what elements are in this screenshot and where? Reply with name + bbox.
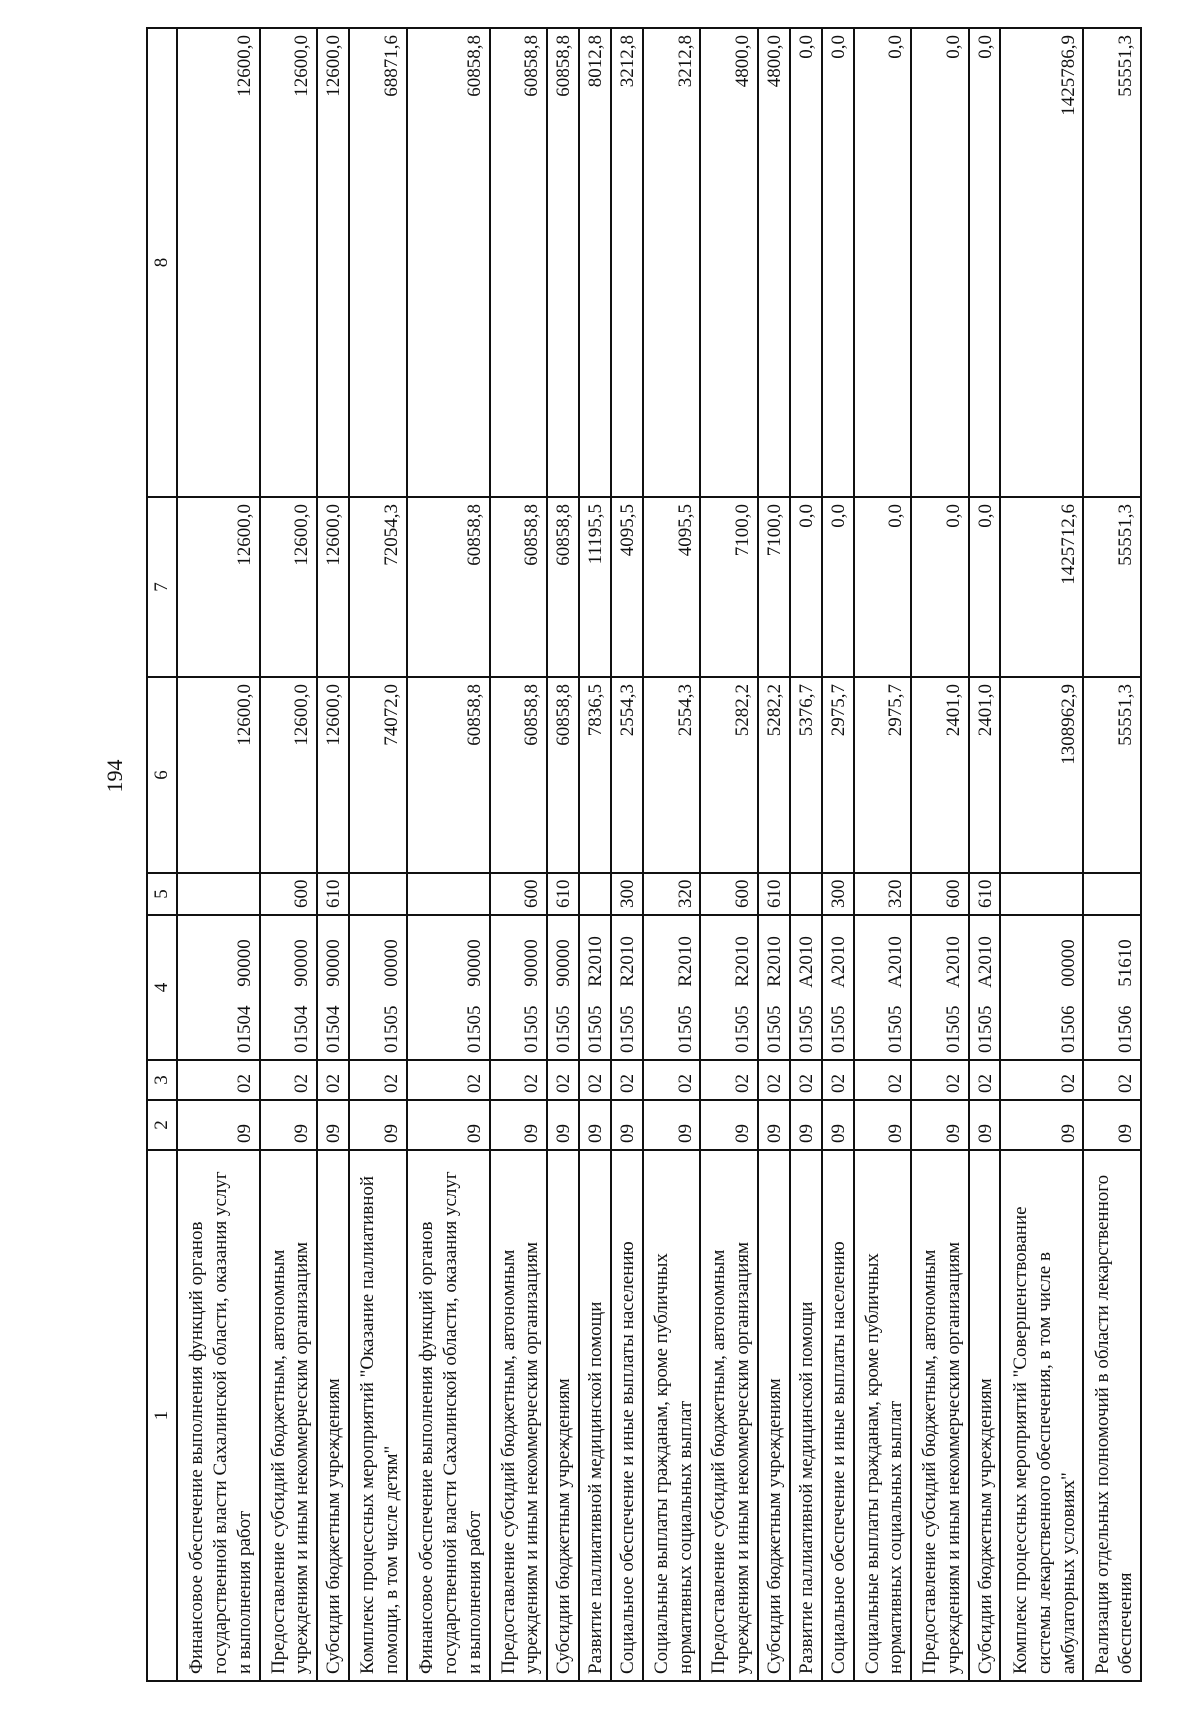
amount-col-7: 4095,5 xyxy=(643,497,700,677)
amount-col-6: 2975,7 xyxy=(854,677,911,873)
row-name: Комплекс процессных мероприятий "Совершенствование системы лекарственного обеспечения, в том числе в амбулаторных условиях" xyxy=(1000,1150,1083,1681)
subsection-code: 02 xyxy=(822,1060,854,1100)
amount-col-6: 2554,3 xyxy=(643,677,700,873)
page-number: 194 xyxy=(102,759,127,793)
amount-col-6: 12600,0 xyxy=(260,677,317,873)
amount-col-8: 60858,8 xyxy=(407,28,490,497)
expense-type-code: 600 xyxy=(490,873,547,915)
amount-col-6: 12600,0 xyxy=(177,677,260,873)
amount-col-6: 60858,8 xyxy=(547,677,579,873)
subsection-code: 02 xyxy=(317,1060,349,1100)
expense-type-code: 600 xyxy=(700,873,757,915)
column-header: 2 xyxy=(147,1100,177,1150)
subsection-code: 02 xyxy=(758,1060,790,1100)
column-header: 4 xyxy=(147,915,177,1060)
section-code: 09 xyxy=(490,1100,547,1150)
amount-col-6: 12600,0 xyxy=(317,677,349,873)
amount-col-8: 0,0 xyxy=(969,28,1001,497)
table-row xyxy=(260,28,317,1681)
table-body xyxy=(147,28,1141,1681)
table-row xyxy=(611,28,643,1681)
amount-col-8: 68871,6 xyxy=(349,28,406,497)
expense-type-code xyxy=(349,873,406,915)
column-header: 5 xyxy=(147,873,177,915)
target-article-code: 01505 A2010 xyxy=(911,915,968,1060)
amount-col-6: 7836,5 xyxy=(579,677,611,873)
target-article-code: 01505 R2010 xyxy=(758,915,790,1060)
amount-col-8: 0,0 xyxy=(854,28,911,497)
row-name: Социальные выплаты гражданам, кроме публичных нормативных социальных выплат xyxy=(643,1150,700,1681)
expense-type-code: 610 xyxy=(547,873,579,915)
amount-col-8: 0,0 xyxy=(911,28,968,497)
target-article-code: 01505 R2010 xyxy=(611,915,643,1060)
target-article-code: 01505 00000 xyxy=(349,915,406,1060)
target-article-code: 01505 A2010 xyxy=(969,915,1001,1060)
amount-col-8: 8012,8 xyxy=(579,28,611,497)
amount-col-8: 12600,0 xyxy=(177,28,260,497)
amount-col-8: 12600,0 xyxy=(260,28,317,497)
table-row xyxy=(490,28,547,1681)
amount-col-7: 0,0 xyxy=(969,497,1001,677)
row-name: Субсидии бюджетным учреждениям xyxy=(547,1150,579,1681)
amount-col-7: 60858,8 xyxy=(547,497,579,677)
subsection-code: 02 xyxy=(1083,1060,1141,1100)
row-name: Предоставление субсидий бюджетным, автономным учреждениям и иным некоммерческим организациям xyxy=(911,1150,968,1681)
section-code: 09 xyxy=(758,1100,790,1150)
amount-col-6: 1308962,9 xyxy=(1000,677,1083,873)
amount-col-6: 60858,8 xyxy=(407,677,490,873)
subsection-code: 02 xyxy=(700,1060,757,1100)
column-header: 3 xyxy=(147,1060,177,1100)
target-article-code: 01505 A2010 xyxy=(822,915,854,1060)
section-code: 09 xyxy=(407,1100,490,1150)
table-row xyxy=(349,28,406,1681)
amount-col-8: 12600,0 xyxy=(317,28,349,497)
amount-col-7: 4095,5 xyxy=(611,497,643,677)
table-row xyxy=(407,28,490,1681)
row-name: Финансовое обеспечение выполнения функций органов государственной власти Сахалинской области, оказания услуг и выполнения работ xyxy=(407,1150,490,1681)
target-article-code: 01505 A2010 xyxy=(854,915,911,1060)
amount-col-6: 74072,0 xyxy=(349,677,406,873)
amount-col-8: 1425786,9 xyxy=(1000,28,1083,497)
section-code: 09 xyxy=(611,1100,643,1150)
subsection-code: 02 xyxy=(643,1060,700,1100)
amount-col-7: 60858,8 xyxy=(407,497,490,677)
row-name: Социальное обеспечение и иные выплаты населению xyxy=(611,1150,643,1681)
table-row xyxy=(822,28,854,1681)
section-code: 09 xyxy=(700,1100,757,1150)
expense-type-code xyxy=(1083,873,1141,915)
expense-type-code: 600 xyxy=(911,873,968,915)
subsection-code: 02 xyxy=(490,1060,547,1100)
amount-col-7: 0,0 xyxy=(822,497,854,677)
section-code: 09 xyxy=(547,1100,579,1150)
amount-col-8: 3212,8 xyxy=(611,28,643,497)
row-name: Субсидии бюджетным учреждениям xyxy=(969,1150,1001,1681)
amount-col-7: 7100,0 xyxy=(758,497,790,677)
amount-col-7: 0,0 xyxy=(854,497,911,677)
amount-col-8: 3212,8 xyxy=(643,28,700,497)
amount-col-8: 0,0 xyxy=(822,28,854,497)
section-code: 09 xyxy=(911,1100,968,1150)
target-article-code: 01505 90000 xyxy=(407,915,490,1060)
amount-col-8: 4800,0 xyxy=(758,28,790,497)
expense-type-code: 600 xyxy=(260,873,317,915)
subsection-code: 02 xyxy=(1000,1060,1083,1100)
subsection-code: 02 xyxy=(911,1060,968,1100)
amount-col-7: 11195,5 xyxy=(579,497,611,677)
budget-table xyxy=(146,27,1142,1682)
row-name: Развитие паллиативной медицинской помощи xyxy=(790,1150,822,1681)
subsection-code: 02 xyxy=(611,1060,643,1100)
expense-type-code: 610 xyxy=(758,873,790,915)
amount-col-8: 0,0 xyxy=(790,28,822,497)
section-code: 09 xyxy=(643,1100,700,1150)
expense-type-code xyxy=(1000,873,1083,915)
target-article-code: 01505 R2010 xyxy=(643,915,700,1060)
expense-type-code xyxy=(177,873,260,915)
section-code: 09 xyxy=(822,1100,854,1150)
column-header: 7 xyxy=(147,497,177,677)
section-code: 09 xyxy=(579,1100,611,1150)
expense-type-code: 320 xyxy=(854,873,911,915)
amount-col-6: 5282,2 xyxy=(700,677,757,873)
subsection-code: 02 xyxy=(547,1060,579,1100)
amount-col-6: 2401,0 xyxy=(911,677,968,873)
column-header: 1 xyxy=(147,1150,177,1681)
section-code: 09 xyxy=(177,1100,260,1150)
target-article-code: 01504 90000 xyxy=(177,915,260,1060)
column-header: 6 xyxy=(147,677,177,873)
subsection-code: 02 xyxy=(969,1060,1001,1100)
target-article-code: 01505 90000 xyxy=(490,915,547,1060)
section-code: 09 xyxy=(854,1100,911,1150)
expense-type-code: 300 xyxy=(822,873,854,915)
amount-col-7: 12600,0 xyxy=(177,497,260,677)
expense-type-code xyxy=(407,873,490,915)
amount-col-7: 60858,8 xyxy=(490,497,547,677)
expense-type-code: 610 xyxy=(969,873,1001,915)
row-name: Финансовое обеспечение выполнения функций органов государственной власти Сахалинской области, оказания услуг и выполнения работ xyxy=(177,1150,260,1681)
amount-col-6: 2975,7 xyxy=(822,677,854,873)
amount-col-6: 60858,8 xyxy=(490,677,547,873)
row-name: Субсидии бюджетным учреждениям xyxy=(758,1150,790,1681)
column-header: 8 xyxy=(147,28,177,497)
amount-col-7: 12600,0 xyxy=(260,497,317,677)
expense-type-code: 320 xyxy=(643,873,700,915)
target-article-code: 01504 90000 xyxy=(260,915,317,1060)
section-code: 09 xyxy=(349,1100,406,1150)
table-row xyxy=(643,28,700,1681)
amount-col-7: 55551,3 xyxy=(1083,497,1141,677)
amount-col-8: 60858,8 xyxy=(490,28,547,497)
row-name: Предоставление субсидий бюджетным, автономным учреждениям и иным некоммерческим организациям xyxy=(260,1150,317,1681)
header-row xyxy=(147,28,177,1681)
amount-col-6: 55551,3 xyxy=(1083,677,1141,873)
section-code: 09 xyxy=(1000,1100,1083,1150)
section-code: 09 xyxy=(790,1100,822,1150)
row-name: Предоставление субсидий бюджетным, автономным учреждениям и иным некоммерческим организациям xyxy=(700,1150,757,1681)
row-name: Предоставление субсидий бюджетным, автономным учреждениям и иным некоммерческим организациям xyxy=(490,1150,547,1681)
target-article-code: 01506 00000 xyxy=(1000,915,1083,1060)
row-name: Субсидии бюджетным учреждениям xyxy=(317,1150,349,1681)
target-article-code: 01505 A2010 xyxy=(790,915,822,1060)
table-row xyxy=(758,28,790,1681)
expense-type-code xyxy=(790,873,822,915)
row-name: Реализация отдельных полномочий в области лекарственного обеспечения xyxy=(1083,1150,1141,1681)
amount-col-8: 60858,8 xyxy=(547,28,579,497)
table-row xyxy=(911,28,968,1681)
amount-col-8: 55551,3 xyxy=(1083,28,1141,497)
budget-table-container xyxy=(146,29,1142,1682)
section-code: 09 xyxy=(969,1100,1001,1150)
subsection-code: 02 xyxy=(790,1060,822,1100)
target-article-code: 01506 51610 xyxy=(1083,915,1141,1060)
table-row xyxy=(969,28,1001,1681)
table-row xyxy=(317,28,349,1681)
subsection-code: 02 xyxy=(260,1060,317,1100)
amount-col-6: 5376,7 xyxy=(790,677,822,873)
amount-col-7: 0,0 xyxy=(911,497,968,677)
amount-col-7: 0,0 xyxy=(790,497,822,677)
amount-col-7: 72054,3 xyxy=(349,497,406,677)
subsection-code: 02 xyxy=(407,1060,490,1100)
target-article-code: 01504 90000 xyxy=(317,915,349,1060)
section-code: 09 xyxy=(260,1100,317,1150)
amount-col-7: 7100,0 xyxy=(700,497,757,677)
subsection-code: 02 xyxy=(349,1060,406,1100)
table-row xyxy=(790,28,822,1681)
target-article-code: 01505 R2010 xyxy=(700,915,757,1060)
target-article-code: 01505 90000 xyxy=(547,915,579,1060)
table-row xyxy=(1083,28,1141,1681)
row-name: Развитие паллиативной медицинской помощи xyxy=(579,1150,611,1681)
target-article-code: 01505 R2010 xyxy=(579,915,611,1060)
table-row xyxy=(579,28,611,1681)
row-name: Комплекс процессных мероприятий "Оказание паллиативной помощи, в том числе детям" xyxy=(349,1150,406,1681)
expense-type-code: 610 xyxy=(317,873,349,915)
subsection-code: 02 xyxy=(177,1060,260,1100)
amount-col-6: 2554,3 xyxy=(611,677,643,873)
amount-col-7: 1425712,6 xyxy=(1000,497,1083,677)
amount-col-8: 4800,0 xyxy=(700,28,757,497)
section-code: 09 xyxy=(1083,1100,1141,1150)
table-row xyxy=(547,28,579,1681)
table-row xyxy=(1000,28,1083,1681)
amount-col-6: 2401,0 xyxy=(969,677,1001,873)
section-code: 09 xyxy=(317,1100,349,1150)
table-row xyxy=(177,28,260,1681)
amount-col-7: 12600,0 xyxy=(317,497,349,677)
expense-type-code: 300 xyxy=(611,873,643,915)
table-row xyxy=(854,28,911,1681)
subsection-code: 02 xyxy=(579,1060,611,1100)
amount-col-6: 5282,2 xyxy=(758,677,790,873)
row-name: Социальные выплаты гражданам, кроме публичных нормативных социальных выплат xyxy=(854,1150,911,1681)
row-name: Социальное обеспечение и иные выплаты населению xyxy=(822,1150,854,1681)
table-row xyxy=(700,28,757,1681)
subsection-code: 02 xyxy=(854,1060,911,1100)
expense-type-code xyxy=(579,873,611,915)
